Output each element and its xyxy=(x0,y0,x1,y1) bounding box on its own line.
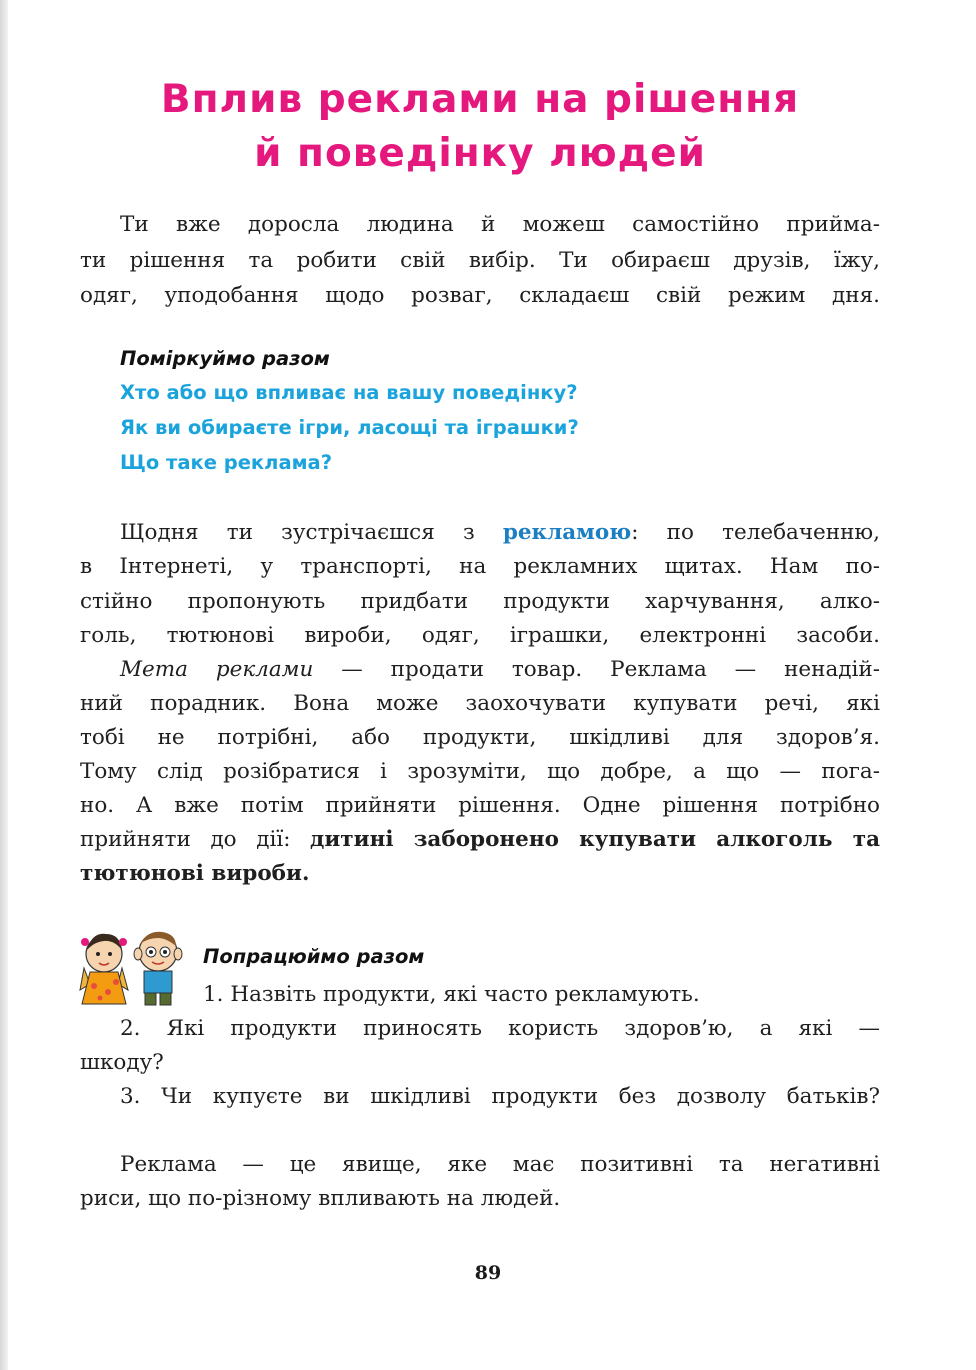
work-item-1: 1. Назвіть продукти, які часто рекламують. xyxy=(203,982,700,1007)
think-heading: Поміркуймо разом xyxy=(120,347,330,370)
prohibition-text-end: тютюнові вироби. xyxy=(80,861,310,886)
advertising-term: рекламою xyxy=(502,520,632,545)
prohibition-text: дитині заборонено купувати алкоголь та xyxy=(310,827,880,852)
para3-line-4: Тому слід розібратися і зрозуміти, що добре, а що — пога- xyxy=(80,759,880,784)
advertising-goal-term: Мета реклами xyxy=(120,657,314,682)
para2-line-3: стійно пропонують придбати продукти харчування, алко- xyxy=(80,589,880,614)
para3-line-7 xyxy=(80,857,309,891)
para3-line-2: ний порадник. Вона може заохочувати купувати речі, які xyxy=(80,691,880,716)
page-number: 89 xyxy=(474,1262,502,1284)
para2-line-4: голь, тютюнові вироби, одяг, іграшки, електронні засоби. xyxy=(80,623,880,648)
page-edge xyxy=(0,0,8,1370)
para3-line-1 xyxy=(120,653,880,687)
conclusion-line-1: Реклама — це явище, яке має позитивні та негативні xyxy=(120,1152,880,1177)
para3-line-5: но. А вже потім прийняти рішення. Одне рішення потрібно xyxy=(80,793,880,818)
page-title-line-2: й поведінку людей xyxy=(254,131,706,176)
para3-line-3: тобі не потрібні, або продукти, шкідливі для здоров’я. xyxy=(80,725,880,750)
para3-line-6 xyxy=(80,823,880,857)
intro-line-3: одяг, уподобання щодо розваг, складаєш свій режим дня. xyxy=(80,283,880,308)
intro-line-2: ти рішення та робити свій вибір. Ти обираєш друзів, їжу, xyxy=(80,248,880,273)
intro-line-1: Ти вже доросла людина й можеш самостійно прийма- xyxy=(120,212,880,237)
think-question-2: Як ви обираєте ігри, ласощі та іграшки? xyxy=(120,416,579,439)
think-question-3: Що таке реклама? xyxy=(120,451,333,474)
para2-line-1-end: : по телебаченню, xyxy=(631,520,880,545)
think-question-1: Хто або що впливає на вашу поведінку? xyxy=(120,381,578,404)
work-item-2-line-2: шкоду? xyxy=(80,1050,164,1075)
conclusion-line-2: риси, що по-різному впливають на людей. xyxy=(80,1186,561,1211)
work-item-3: 3. Чи купуєте ви шкідливі продукти без дозволу батьків? xyxy=(120,1084,880,1109)
para3-line-1-rest: — продати товар. Реклама — ненадій- xyxy=(313,657,880,682)
para2-line-1-start: Щодня ти зустрічаєшся з xyxy=(120,520,503,545)
work-item-2-line-1: 2. Які продукти приносять користь здоров’ю, а які — xyxy=(120,1016,880,1041)
para2-line-1 xyxy=(120,516,880,550)
para2-line-2: в Інтернеті, у транспорті, на рекламних щитах. Нам по- xyxy=(80,554,880,579)
page-title-line-1: Вплив реклами на рішення xyxy=(160,77,800,122)
para3-line-6-start: прийняти до дії: xyxy=(80,827,311,852)
work-heading: Попрацюймо разом xyxy=(203,945,425,968)
two-children-icon xyxy=(78,928,190,1006)
